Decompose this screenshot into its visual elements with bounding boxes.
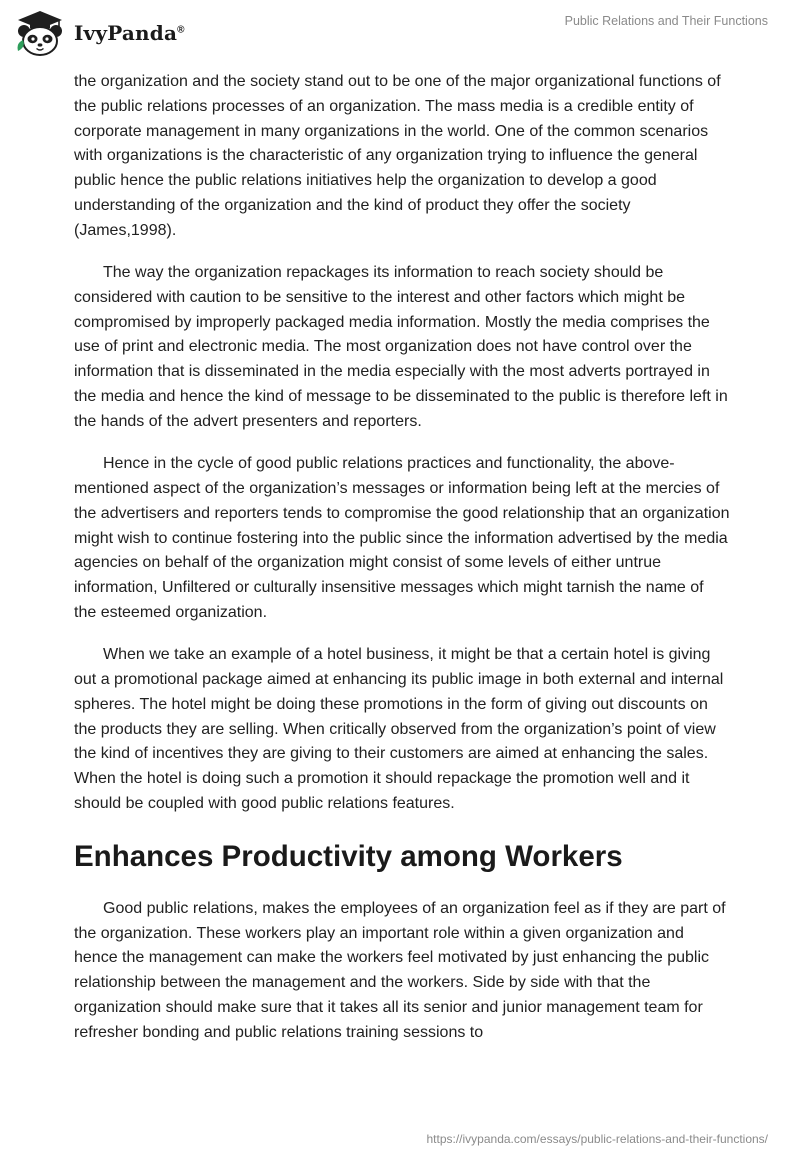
paragraph: the organization and the society stand out to be one of the major organizational functions of the public relations processes of an organization. The mass media is a credible entity of corporate management in many organizations in the world. One of the common scenarios with organizations is the characteristic of any organization trying to influence the general public hence the public relations initiatives help the organization to develop a good understanding of the organization and the kind of product they offer the society (James,1998).	[74, 73, 721, 239]
section-heading: Enhances Productivity among Workers	[74, 839, 623, 873]
paragraph: When we take an example of a hotel business, it might be that a certain hotel is giving out a promotional package aimed at enhancing its public image in both external and internal spheres. The hotel might be doing these promotions in the form of giving out discounts on the products they are selling. When critically observed from the organization’s point of view the kind of incentives they are giving to their customers are aimed at enhancing the sales. When the hotel is doing such a promotion it should repackage the promotion well and it should be coupled with good public relations features.	[74, 646, 724, 813]
page-header	[0, 0, 800, 70]
paragraph: The way the organization repackages its information to reach society should be considered with caution to be sensitive to the interest and other factors which might be compromised by improperly packaged media information. Mostly the media comprises the use of print and electronic media. The most organization does not have control over the information that is disseminated in the media especially with the most adverts portrayed in the media and hence the kind of message to be disseminated to the public is therefore left in the hands of the advert presenters and reporters.	[74, 264, 728, 430]
paragraph: Good public relations, makes the employees of an organization feel as if they are part of the organization. These workers play an important role within a given organization and hence the management can make the workers feel motivated by just enhancing the public relationship between the management and the workers. Side by side with that the organization should make sure that it takes all its senior and junior management team for refresher bonding and public relations training sessions to	[74, 899, 726, 1041]
brand-name: IvyPanda®	[74, 21, 185, 45]
essay-content	[74, 70, 730, 1063]
source-url[interactable]: https://ivypanda.com/essays/public-relations-and-their-functions/	[426, 1132, 768, 1146]
panda-graduate-icon	[14, 9, 66, 57]
registered-mark: ®	[177, 24, 185, 36]
document-title: Public Relations and Their Functions	[564, 14, 768, 28]
paragraph: Hence in the cycle of good public relations practices and functionality, the above-mentioned aspect of the organization’s messages or information being left at the mercies of the advertisers and reporters tends to compromise the good relationship that an organization might wish to continue fostering into the public since the information advertised by the media agencies on behalf of the organization might consist of some levels of either untrue information, Unfiltered or culturally insensitive messages which might tarnish the name of the esteemed organization.	[74, 455, 730, 621]
ivypanda-logo[interactable]	[14, 9, 185, 57]
